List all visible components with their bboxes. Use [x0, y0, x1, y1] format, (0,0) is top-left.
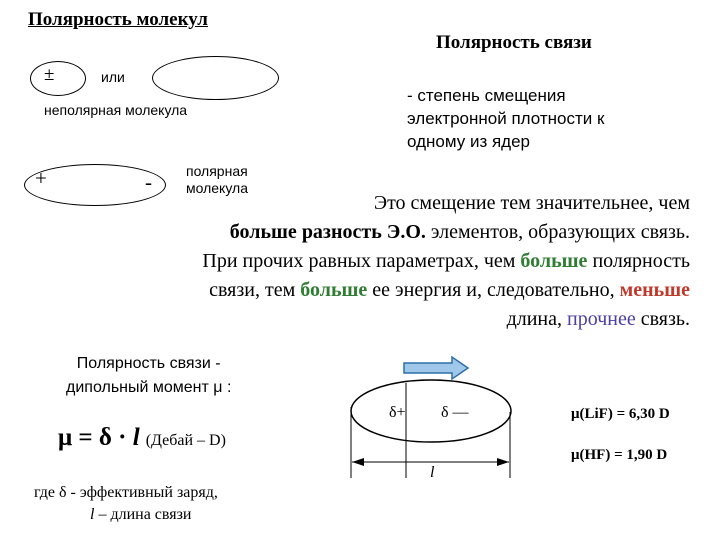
dipole-line2: дипольный момент μ : — [66, 379, 232, 396]
delta-plus-label: δ+ — [389, 404, 406, 421]
delta-minus-label: δ — — [441, 404, 469, 421]
minus-sign: - — [145, 170, 152, 194]
paragraph-line3-more: больше — [520, 250, 588, 272]
where-rest: – длина связи — [94, 506, 192, 523]
paragraph-line1: Это смещение тем значительнее, чем — [373, 192, 690, 214]
paragraph-line3-c: полярность — [587, 250, 690, 272]
paragraph-line3-a: При прочих равных параметрах, чем — [202, 250, 521, 272]
bond-ellipse — [351, 380, 511, 442]
paragraph-line5-a: длина, — [506, 308, 568, 330]
bond-polarity-title: Полярность связи — [436, 32, 592, 53]
dim-arrow-left-icon — [352, 458, 364, 466]
formula-unit: (Дебай – D) — [145, 432, 226, 449]
paragraph-line4-more: больше — [300, 279, 368, 301]
plusminus-symbol: ± — [44, 64, 55, 85]
where-l: l — [90, 506, 95, 523]
or-label: или — [101, 69, 125, 85]
paragraph-line4-less: меньше — [619, 279, 690, 301]
definition-line3: одному из ядер — [407, 132, 530, 151]
polar-caption-line1: полярная — [186, 163, 248, 179]
hf-dipole: μ(HF) = 1,90 D — [571, 447, 668, 463]
lif-dipole: μ(LiF) = 6,30 D — [571, 406, 670, 422]
paragraph-line2-rest: элементов, образующих связь. — [425, 221, 690, 243]
paragraph-line4-a: связи, тем — [209, 279, 301, 301]
paragraph-line2-bold: больше разность Э.О. — [229, 221, 426, 243]
formula-l: l — [132, 424, 140, 451]
direction-arrow-icon — [404, 357, 468, 379]
paragraph-line5-stronger: прочнее — [567, 308, 636, 330]
definition-line1: - степень смещения — [407, 86, 566, 105]
polarity-molecules-title: Полярность молекул — [28, 9, 208, 30]
plus-sign: + — [35, 166, 47, 190]
definition-line2: электронной плотности к — [407, 109, 605, 128]
dipole-line1: Полярность связи - — [76, 355, 221, 372]
polar-caption-line2: молекула — [186, 180, 248, 196]
dim-arrow-right-icon — [497, 458, 509, 466]
formula-main: μ = δ · — [58, 424, 133, 451]
paragraph-line5-c: связь. — [635, 308, 690, 330]
where-line1: где δ - эффективный заряд, — [34, 484, 218, 501]
nonpolar-caption: неполярная молекула — [44, 102, 188, 118]
paragraph-line4-c: ее энергия и, следовательно, — [367, 279, 620, 301]
bond-length-label: l — [430, 464, 435, 481]
